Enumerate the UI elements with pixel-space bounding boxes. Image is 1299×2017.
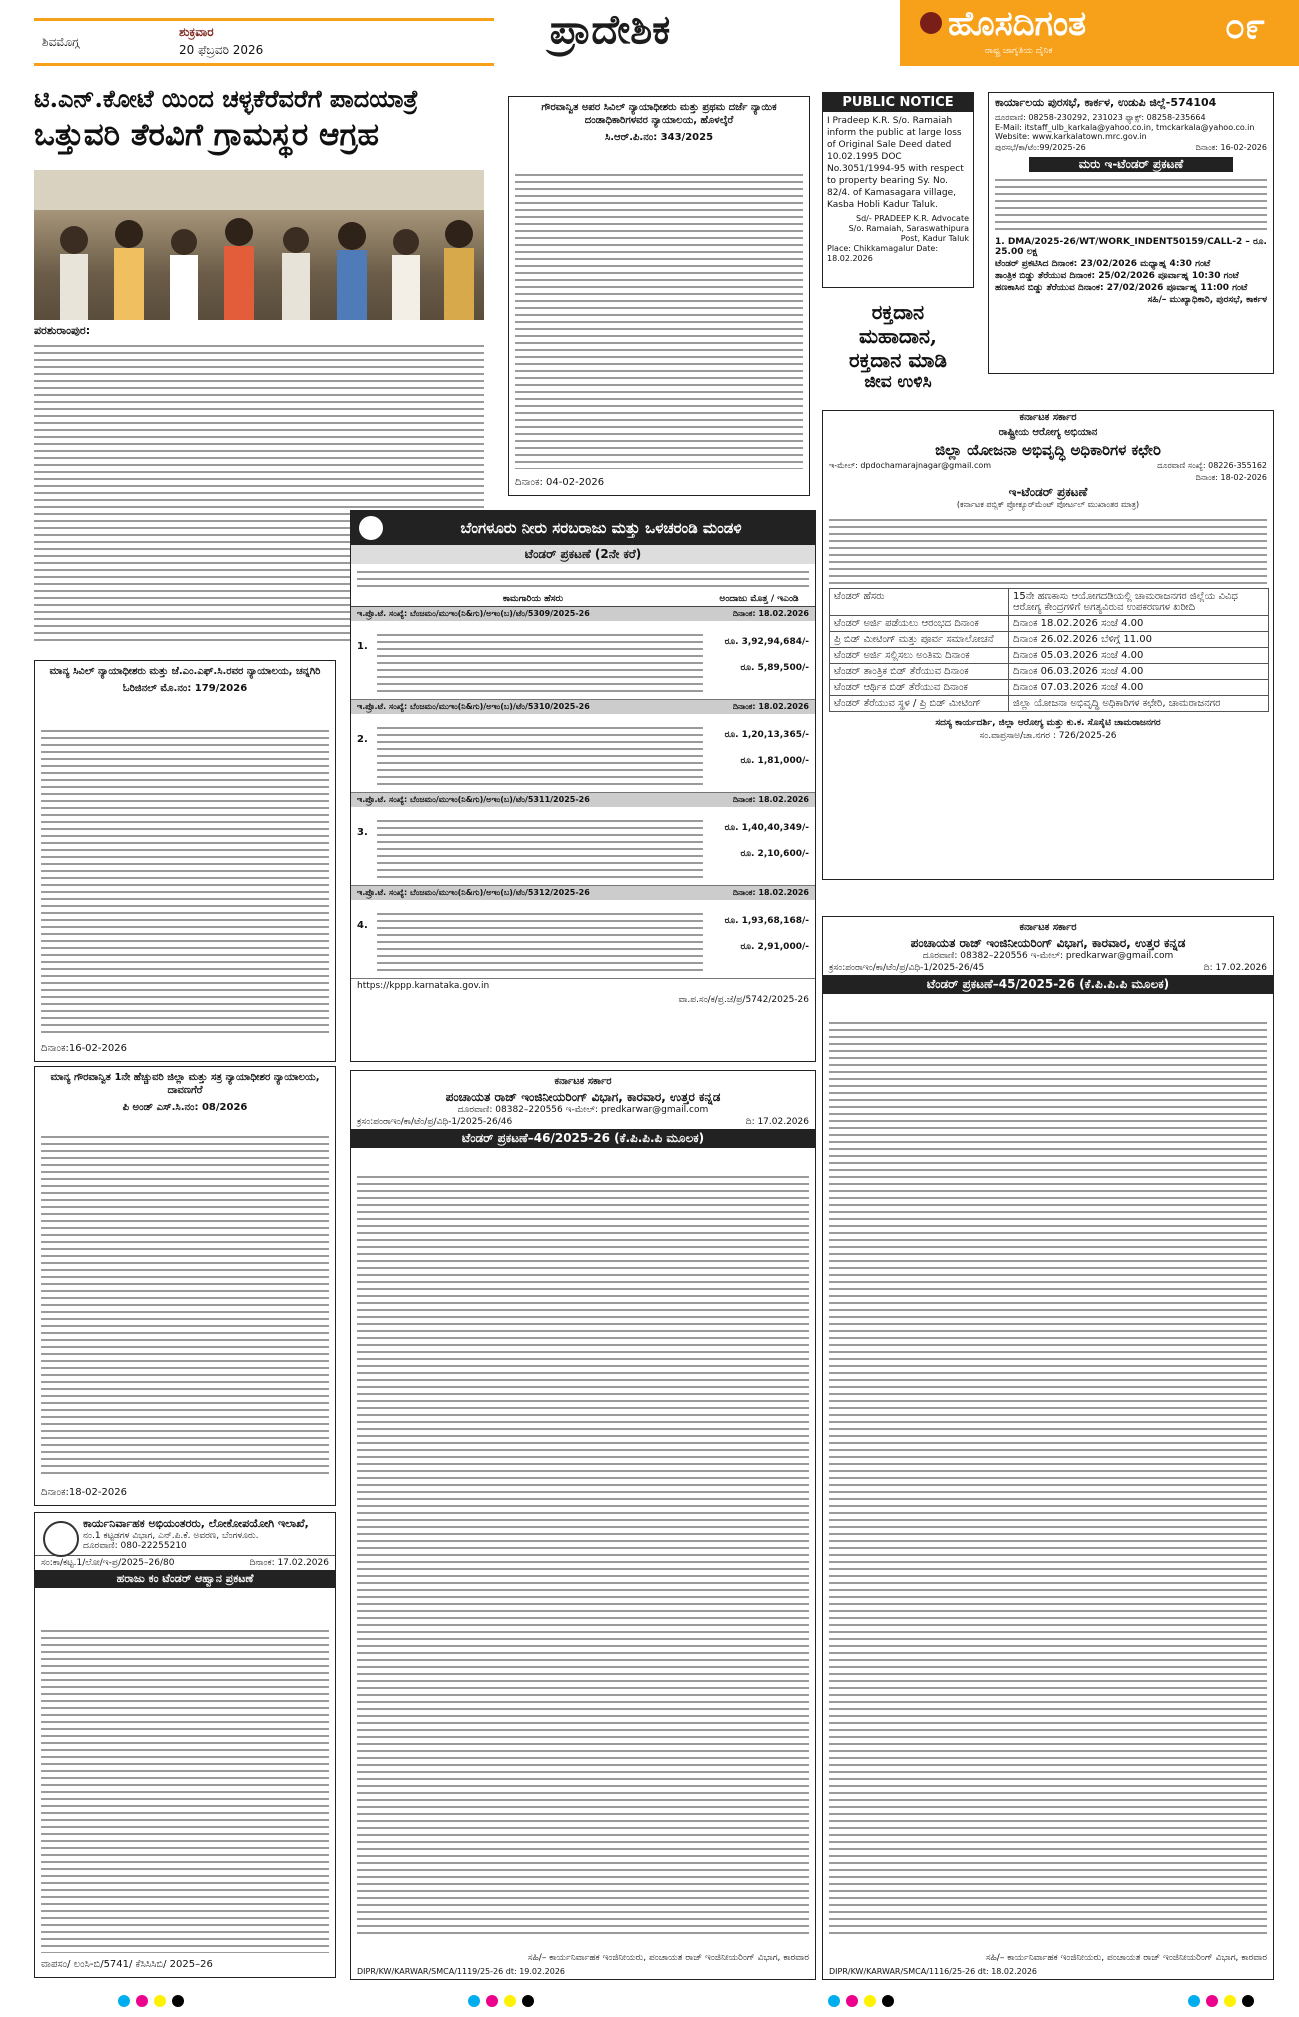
lead-headline bbox=[34, 84, 484, 166]
blood-ad-line-4: ಜೀವ ಉಳಿಸಿ bbox=[864, 372, 932, 392]
bwssb-row-date: ದಿನಾಂಕ: 18.02.2026 bbox=[732, 888, 809, 897]
bwssb-footer: ವಾ.ಪ.ಸಂ/ಕ/ಪ್ರ.ಜೆ/ಪ್ರ/5742/2025-26 bbox=[678, 995, 809, 1005]
bwssb-row-text bbox=[377, 722, 703, 786]
masthead-brand bbox=[900, 0, 1299, 66]
pwd-tender bbox=[34, 1512, 336, 1978]
notice-case-no: ಸಿ.ಆರ್.ಪಿ.ನಂ: 343/2025 bbox=[604, 132, 714, 143]
pwd-text-block bbox=[41, 1625, 329, 1953]
pr46-text-block bbox=[357, 1171, 809, 1937]
nhm-tender bbox=[822, 410, 1274, 880]
pr45-footer: DIPR/KW/KARWAR/SMCA/1116/25-26 dt: 18.02.2026 bbox=[829, 1967, 1038, 1976]
bwssb-row-emd: ರೂ. 2,10,600/- bbox=[740, 849, 809, 859]
nhm-row-value: ದಿನಾಂಕ 26.02.2026 ಬೆಳಿಗ್ಗೆ 11.00 bbox=[1009, 632, 1269, 648]
pwd-phone: ದೂರವಾಣಿ: 080-22255210 bbox=[83, 1541, 187, 1551]
nhm-row-value: ದಿನಾಂಕ 18.02.2026 ಸಂಜೆ 4.00 bbox=[1009, 616, 1269, 632]
nhm-row-key: ಟೆಂಡರ್ ಹೆಸರು bbox=[830, 589, 1009, 616]
karkala-website: Website: www.karkalatown.mrc.gov.in bbox=[995, 132, 1147, 141]
nhm-row-key: ಟೆಂಡರ್ ತೆರೆಯುವ ಸ್ಥಳ / ಪ್ರಿ ಬಿಡ್ ಮೀಟಿಂಗ್ bbox=[830, 696, 1009, 712]
karkala-date-1: ಟೆಂಡರ್ ಪ್ರಕಟಿಸಿದ ದಿನಾಂಕ: 23/02/2026 ಮಧ್ಯಾಹ್ನ 4:30 ಗಂಟೆ bbox=[995, 259, 1211, 269]
public-notice-address: S/o. Ramaiah, Saraswathipura Post, Kadur Taluk bbox=[848, 224, 969, 243]
lead-dateline: ಪರಶುರಾಂಪುರ: bbox=[34, 324, 91, 337]
pr45-govt: ಕರ್ನಾಟಕ ಸರ್ಕಾರ bbox=[1019, 922, 1077, 933]
bwssb-row bbox=[351, 700, 815, 793]
karkala-email: E-Mail: itstaff_ulb_karkala@yahoo.co.in, tmckarkala@yahoo.co.in bbox=[995, 123, 1255, 132]
bwssb-row-emd: ರೂ. 5,89,500/- bbox=[740, 663, 809, 673]
bwssb-row bbox=[351, 607, 815, 700]
paper-tagline: ರಾಷ್ಟ್ರ ಜಾಗೃತಿಯ ದೈನಿಕ bbox=[985, 46, 1053, 56]
nhm-email: ಇ-ಮೇಲ್: dpdochamarajnagar@gmail.com bbox=[829, 461, 992, 470]
masthead-left bbox=[34, 18, 494, 66]
bwssb-row-emd: ರೂ. 1,81,000/- bbox=[740, 756, 809, 766]
bwssb-logo-icon bbox=[359, 516, 383, 540]
bwssb-row-cost: ರೂ. 1,20,13,365/- bbox=[724, 730, 809, 740]
nhm-date: ದಿನಾಂಕ: 18-02-2026 bbox=[1195, 473, 1267, 482]
bwssb-row-no: 3. bbox=[357, 827, 368, 838]
page-number: ೦೯ bbox=[1224, 6, 1266, 47]
bwssb-row-ref: ಇ.ಪ್ರೊ.ಟೆ. ಸಂಖ್ಯೆ: ಬೆಂಜಮಂ/ಮುಇಂ(ನಿ&ಗು)/ಅಇಂ(ಬ)/ಟೆಂ/5311/2025-26 bbox=[357, 795, 590, 804]
karkala-ref: ಪುರಸಭೆ/ಕಾ/ಟೆಂ:99/2025-26 bbox=[995, 143, 1086, 152]
pr45-sign: ಸಹಿ/– ಕಾರ್ಯನಿರ್ವಾಹಕ ಇಂಜಿನೀಯರು, ಪಂಚಾಯತ ರಾಜ್ ಇಂಜಿನೀಯರಿಂಗ್ ವಿಭಾಗ, ಕಾರವಾರ bbox=[985, 1953, 1267, 1963]
bwssb-row bbox=[351, 793, 815, 886]
nhm-row-key: ಟೆಂಡರ್ ಆರ್ಥಿಕ ಬಿಡ್ ತೆರೆಯುವ ದಿನಾಂಕ bbox=[830, 680, 1009, 696]
nhm-table-row bbox=[830, 632, 1269, 648]
date-label: 20 ಫೆಬ್ರವರಿ 2026 bbox=[179, 43, 264, 57]
pr46-ref: ಕ್ರಸಂ:ಪಂರಾಇಂ/ಕಾ/ಟೆಂ/ಪ್ರ/ವಿಧಿ-1/2025-26/46 bbox=[357, 1117, 513, 1127]
day-label: ಶುಕ್ರವಾರ bbox=[179, 25, 214, 39]
karkala-text bbox=[995, 174, 1267, 234]
nhm-subheading: (ಕರ್ನಾಟಕ ಪಬ್ಲಿಕ್ ಪ್ರೋಕ್ಯೂರ್‌ಮೆಂಟ್ ಪೋರ್ಟಲ್ ಮುಖಾಂತರ ಮಾತ್ರ) bbox=[956, 500, 1140, 509]
public-notice-body: I Pradeep K.R. S/o. Ramaiah inform the public at large loss of Original Sale Deed dated 10.02.1995 DOC No.3051/1994-95 with respect to property bearing Sy. No. 82/4. of Kamasagara village, Kasba Hobli Kadur Taluk. bbox=[827, 116, 964, 210]
nhm-row-key: ಪ್ರಿ ಬಿಡ್ ಮೀಟಿಂಗ್ ಮತ್ತು ಪೂರ್ವ ಸಮಾಲೋಚನೆ bbox=[830, 632, 1009, 648]
nhm-row-value: 15ನೇ ಹಣಕಾಸು ಆಯೋಗದಡಿಯಲ್ಲಿ ಚಾಮರಾಜನಗರ ಜಿಲ್ಲೆಯ ವಿವಿಧ ಆರೋಗ್ಯ ಕೇಂದ್ರಗಳಿಗೆ ಅಗತ್ಯವಿರುವ ಉಪಕರಣಗಳ ಖರೀದಿ bbox=[1009, 589, 1269, 616]
karkala-date: ದಿನಾಂಕ: 16-02-2026 bbox=[1195, 143, 1267, 152]
notice2-text-block bbox=[41, 725, 329, 1035]
bwssb-row-date: ದಿನಾಂಕ: 18.02.2026 bbox=[732, 702, 809, 711]
pwd-office: ಕಾರ್ಯನಿರ್ವಾಹಕ ಅಭಿಯಂತರರು, ಲೋಕೋಪಯೋಗಿ ಇಲಾಖೆ, bbox=[83, 1517, 309, 1530]
blood-donation-ad bbox=[822, 300, 974, 425]
nhm-table-row bbox=[830, 696, 1269, 712]
registration-marks-2 bbox=[468, 1992, 558, 2010]
pr45-date: ದಿ: 17.02.2026 bbox=[1203, 963, 1267, 973]
pwd-heading: ಹರಾಜು ಕಂ ಟೆಂಡರ್ ಆಹ್ವಾನ ಪ್ರಕಟಣೆ bbox=[35, 1570, 335, 1588]
karkala-date-3: ಹಣಕಾಸಿನ ಬಿಡ್ಡು ತೆರೆಯುವ ದಿನಾಂಕ: 27/02/2026 ಪೂರ್ವಾಹ್ನ 11:00 ಗಂಟೆ bbox=[995, 283, 1248, 293]
bwssb-row-cost: ರೂ. 1,93,68,168/- bbox=[724, 916, 809, 926]
registration-marks-1 bbox=[118, 1992, 208, 2010]
public-notice-sign: Sd/- PRADEEP K.R. Advocate bbox=[856, 214, 969, 223]
nhm-table-row bbox=[830, 648, 1269, 664]
city-label: ಶಿವಮೊಗ್ಗ bbox=[42, 35, 80, 49]
karkala-indent: 1. DMA/2025-26/WT/WORK_INDENT50159/CALL-2 – ರೂ. 25.00 ಲಕ್ಷ bbox=[995, 237, 1267, 257]
nhm-text bbox=[829, 514, 1267, 584]
bwssb-row-text bbox=[377, 815, 703, 879]
bwssb-row-no: 1. bbox=[357, 641, 368, 652]
paper-logo-icon bbox=[920, 12, 942, 34]
pr46-office: ಪಂಚಾಯತ ರಾಜ್ ಇಂಜಿನೀಯರಿಂಗ್ ವಿಭಾಗ, ಕಾರವಾರ, ಉತ್ತರ ಕನ್ನಡ bbox=[445, 1090, 721, 1104]
pwd-ref: ಸಂ:ಕಾ/ಕಟ್ಟ.1/ಲೋ/ಇ-ಪ್ರ/2025–26/80 bbox=[41, 1558, 175, 1568]
pwd-footer: ವಾಪಸಂ/ ಲಂಸಿ-ಬಿ/5741/ ಕೆಸಿಸಿಸಿಬಿ/ 2025–26 bbox=[41, 1959, 213, 1970]
bwssb-col-cost: ಅಂದಾಜು ಮೊತ್ತ / ಇಎಂಡಿ bbox=[719, 594, 799, 604]
blood-ad-line-3: ರಕ್ತದಾನ ಮಾಡಿ bbox=[848, 348, 948, 372]
nhm-phone: ದೂರವಾಣಿ ಸಂಖ್ಯೆ: 08226-355162 bbox=[1157, 461, 1267, 470]
karkala-heading: ಮರು ಇ-ಟೆಂಡರ್ ಪ್ರಕಟಣೆ bbox=[1029, 157, 1233, 172]
bwssb-row-cost: ರೂ. 1,40,40,349/- bbox=[724, 823, 809, 833]
bwssb-row-ref: ಇ.ಪ್ರೊ.ಟೆ. ಸಂಖ್ಯೆ: ಬೆಂಜಮಂ/ಮುಇಂ(ನಿ&ಗು)/ಅಇಂ(ಬ)/ಟೆಂ/5312/2025-26 bbox=[357, 888, 590, 897]
bwssb-row-date: ದಿನಾಂಕ: 18.02.2026 bbox=[732, 795, 809, 804]
nhm-row-value: ದಿನಾಂಕ 05.03.2026 ಸಂಜೆ 4.00 bbox=[1009, 648, 1269, 664]
pr45-ref: ಕ್ರಸಂ:ಪಂರಾಇಂ/ಕಾ/ಟೆಂ/ಪ್ರ/ವಿಧಿ-1/2025-26/45 bbox=[829, 963, 985, 973]
registration-marks-3 bbox=[828, 1992, 918, 2010]
pr46-contact: ದೂರವಾಣಿ: 08382–220556 ಇ-ಮೇಲ್: predkarwar@gmail.com bbox=[457, 1105, 709, 1115]
karkala-date-2: ತಾಂತ್ರಿಕ ಬಿಡ್ಡು ತೆರೆಯುವ ದಿನಾಂಕ: 25/02/2026 ಪೂರ್ವಾಹ್ನ 10:30 ಗಂಟೆ bbox=[995, 271, 1239, 281]
bwssb-row-date: ದಿನಾಂಕ: 18.02.2026 bbox=[732, 609, 809, 618]
bwssb-row-ref: ಇ.ಪ್ರೊ.ಟೆ. ಸಂಖ್ಯೆ: ಬೆಂಜಮಂ/ಮುಇಂ(ನಿ&ಗು)/ಅಇಂ(ಬ)/ಟೆಂ/5309/2025-26 bbox=[357, 609, 590, 618]
bwssb-row-cost: ರೂ. 3,92,94,684/- bbox=[724, 637, 809, 647]
pwd-address: ನಂ.1 ಕಟ್ಟಡಗಳ ವಿಭಾಗ, ಎನ್.ಪಿ.ಕೆ. ಅವರಣ, ಬೆಂಗಳೂರು. bbox=[83, 1531, 259, 1541]
bwssb-row-ref: ಇ.ಪ್ರೊ.ಟೆ. ಸಂಖ್ಯೆ: ಬೆಂಜಮಂ/ಮುಇಂ(ನಿ&ಗು)/ಅಇಂ(ಬ)/ಟೆಂ/5310/2025-26 bbox=[357, 702, 590, 711]
karkala-sign: ಸಹಿ/– ಮುಖ್ಯಾಧಿಕಾರಿ, ಪುರಸಭೆ, ಕಾರ್ಕಳ bbox=[1147, 295, 1267, 305]
pr46-govt: ಕರ್ನಾಟಕ ಸರ್ಕಾರ bbox=[554, 1076, 612, 1087]
nhm-table-row bbox=[830, 589, 1269, 616]
notice-title: ಗೌರವಾನ್ವಿತ ಅಪರ ಸಿವಿಲ್ ನ್ಯಾಯಾಧೀಶರು ಮತ್ತು ಪ್ರಥಮ ದರ್ಜೆ ನ್ಯಾಯಿಕ ದಂಡಾಧಿಕಾರಿಗಳವರ ನ್ಯಾಯಾಲಯ, ಹೊಳಲ್ಕೆರೆ bbox=[541, 102, 777, 126]
paper-name: ಹೊಸದಿಗಂತ bbox=[948, 4, 1087, 44]
nhm-table-row bbox=[830, 680, 1269, 696]
notice3-text-block bbox=[41, 1131, 329, 1479]
pr46-sign: ಸಹಿ/– ಕಾರ್ಯನಿರ್ವಾಹಕ ಇಂಜಿನೀಯರು, ಪಂಚಾಯತ ರಾಜ್ ಇಂಜಿನೀಯರಿಂಗ್ ವಿಭಾಗ, ಕಾರವಾರ bbox=[527, 1953, 809, 1963]
nhm-row-value: ಜಿಲ್ಲಾ ಯೋಜನಾ ಅಭಿವೃದ್ಧಿ ಅಧಿಕಾರಿಗಳ ಕಛೇರಿ, ಚಾಮರಾಜನಗರ bbox=[1009, 696, 1269, 712]
bwssb-tender bbox=[350, 510, 816, 1062]
nhm-govt: ಕರ್ನಾಟಕ ಸರ್ಕಾರ bbox=[1019, 412, 1077, 423]
lead-photo bbox=[34, 170, 484, 320]
notice3-date: ದಿನಾಂಕ:18-02-2026 bbox=[41, 1487, 127, 1498]
notice3-title: ಮಾನ್ಯ ಗೌರವಾನ್ವಿತ 1ನೇ ಹೆಚ್ಚುವರಿ ಜಿಲ್ಲಾ ಮತ್ತು ಸತ್ರ ನ್ಯಾಯಾಧೀಶರ ನ್ಯಾಯಾಲಯ, ದಾವಣಗೆರೆ bbox=[50, 1072, 320, 1096]
pr46-date: ದಿ: 17.02.2026 bbox=[745, 1117, 809, 1127]
pr45-heading: ಟೆಂಡರ್ ಪ್ರಕಟಣೆ–45/2025-26 (ಕೆ.ಪಿ.ಪಿ.ಪಿ ಮೂಲಕ) bbox=[823, 975, 1273, 994]
crowd-photo-icon bbox=[34, 170, 484, 320]
pr46-heading: ಟೆಂಡರ್ ಪ್ರಕಟಣೆ–46/2025-26 (ಕೆ.ಪಿ.ಪಿ.ಪಿ ಮೂಲಕ) bbox=[351, 1129, 815, 1148]
court-notice-davanagere bbox=[34, 1066, 336, 1506]
section-title: ಪ್ರಾದೇಶಿಕ bbox=[549, 6, 671, 53]
bwssb-row-emd: ರೂ. 2,91,000/- bbox=[740, 942, 809, 952]
pr45-office: ಪಂಚಾಯತ ರಾಜ್ ಇಂಜಿನೀಯರಿಂಗ್ ವಿಭಾಗ, ಕಾರವಾರ, ಉತ್ತರ ಕನ್ನಡ bbox=[910, 936, 1186, 950]
nhm-row-value: ದಿನಾಂಕ 06.03.2026 ಸಂಜೆ 4.00 bbox=[1009, 664, 1269, 680]
bwssb-board bbox=[351, 511, 815, 545]
notice-text-block bbox=[515, 169, 803, 469]
blood-ad-line-1: ರಕ್ತದಾನ bbox=[871, 300, 925, 324]
karkala-tender bbox=[988, 92, 1274, 374]
nhm-table-row bbox=[830, 616, 1269, 632]
bwssb-row bbox=[351, 886, 815, 979]
nhm-row-value: ದಿನಾಂಕ 07.03.2026 ಸಂಜೆ 4.00 bbox=[1009, 680, 1269, 696]
nhm-row-key: ಟೆಂಡರ್ ಅರ್ಜಿ ಪಡೆಯಲು ಆರಂಭದ ದಿನಾಂಕ bbox=[830, 616, 1009, 632]
pr-tender-45 bbox=[822, 916, 1274, 1980]
notice3-case-no: ಪಿ ಅಂಡ್ ಎಸ್.ಸಿ.ನಂ: 08/2026 bbox=[122, 1102, 248, 1113]
nhm-heading: ಇ-ಟೆಂಡರ್ ಪ್ರಕಟಣೆ bbox=[1008, 485, 1088, 499]
bwssb-url[interactable]: https://kppp.karnataka.gov.in bbox=[357, 981, 490, 991]
karkala-phone: ದೂರವಾಣಿ: 08258-230292, 231023 ಫ್ಯಾಕ್ಸ್: 08258-235664 bbox=[995, 113, 1206, 122]
nhm-table bbox=[829, 588, 1269, 712]
notice2-case-no: ಓರಿಜಿನಲ್ ಮೊ.ನಂ: 179/2026 bbox=[122, 683, 248, 694]
registration-marks-4 bbox=[1188, 1992, 1278, 2010]
headline-line-2: ಒತ್ತುವರಿ ತೆರವಿಗೆ ಗ್ರಾಮಸ್ಥರ ಆಗ್ರಹ bbox=[34, 117, 380, 153]
nhm-sign: ಸದಸ್ಯ ಕಾರ್ಯದರ್ಶಿ, ಜಿಲ್ಲಾ ಆರೋಗ್ಯ ಮತ್ತು ಕು.ಕ. ಸೊಸೈಟಿ ಚಾಮರಾಜನಗರ bbox=[935, 718, 1161, 728]
bwssb-col-name: ಕಾಮಗಾರಿಯ ಹೆಸರು bbox=[502, 594, 564, 604]
pr45-text-block bbox=[829, 1017, 1267, 1937]
bwssb-row-text bbox=[377, 629, 703, 693]
headline-line-1: ಟಿ.ಎನ್.ಕೋಟೆ ಯಿಂದ ಚಳ್ಳಕೆರೆವರೆಗೆ ಪಾದಯಾತ್ರೆ bbox=[34, 84, 419, 113]
pwd-date: ದಿನಾಂಕ: 17.02.2026 bbox=[249, 1558, 329, 1568]
blood-ad-line-2: ಮಹಾದಾನ, bbox=[858, 324, 937, 348]
bwssb-heading: ಟೆಂಡರ್ ಪ್ರಕಟಣೆ (2ನೇ ಕರೆ) bbox=[351, 545, 815, 564]
notice2-title: ಮಾನ್ಯ ಸಿವಿಲ್ ನ್ಯಾಯಾಧೀಶರು ಮತ್ತು ಜೆ.ಎಂ.ಎಫ್.ಸಿ.ರವರ ನ್ಯಾಯಾಲಯ, ಚನ್ನಗಿರಿ bbox=[49, 666, 321, 677]
nhm-row-key: ಟೆಂಡರ್ ಅರ್ಜಿ ಸಲ್ಲಿಸಲು ಅಂತಿಮ ದಿನಾಂಕ bbox=[830, 648, 1009, 664]
public-notice-title: PUBLIC NOTICE bbox=[823, 93, 973, 112]
bwssb-row-text bbox=[377, 908, 703, 972]
bwssb-board-name: ಬೆಂಗಳೂರು ನೀರು ಸರಬರಾಜು ಮತ್ತು ಒಳಚರಂಡಿ ಮಂಡಳಿ bbox=[460, 519, 742, 537]
karnataka-emblem-icon bbox=[43, 1521, 79, 1557]
nhm-footer: ಸಂ.ವಾಪ್ರಸಾಅ/ಚಾ.ನಗರ : 726/2025-26 bbox=[979, 731, 1117, 741]
bwssb-row-no: 2. bbox=[357, 734, 368, 745]
pr45-contact: ದೂರವಾಣಿ: 08382–220556 ಇ-ಮೇಲ್: predkarwar@gmail.com bbox=[922, 951, 1174, 961]
court-notice-channagiri bbox=[34, 660, 336, 1062]
pr46-footer: DIPR/KW/KARWAR/SMCA/1119/25-26 dt: 19.02.2026 bbox=[357, 1967, 566, 1976]
karkala-office: ಕಾರ್ಯಾಲಯ ಪುರಸಭೆ, ಕಾರ್ಕಳ, ಉಡುಪಿ ಜಿಲ್ಲೆ-574104 bbox=[995, 96, 1217, 109]
bwssb-row-no: 4. bbox=[357, 920, 368, 931]
public-notice-place: Place: Chikkamagalur Date: 18.02.2026 bbox=[827, 244, 939, 263]
nhm-mission: ರಾಷ್ಟ್ರೀಯ ಆರೋಗ್ಯ ಅಭಿಯಾನ bbox=[998, 427, 1098, 438]
nhm-table-row bbox=[830, 664, 1269, 680]
nhm-row-key: ಟೆಂಡರ್ ತಾಂತ್ರಿಕ ಬಿಡ್ ತೆರೆಯುವ ದಿನಾಂಕ bbox=[830, 664, 1009, 680]
bwssb-intro bbox=[357, 566, 809, 590]
public-notice bbox=[822, 92, 974, 288]
court-notice-holalkere bbox=[508, 96, 810, 496]
pr-tender-46 bbox=[350, 1070, 816, 1980]
notice-date: ದಿನಾಂಕ: 04-02-2026 bbox=[515, 477, 605, 488]
notice2-date: ದಿನಾಂಕ:16-02-2026 bbox=[41, 1043, 127, 1054]
nhm-office: ಜಿಲ್ಲಾ ಯೋಜನಾ ಅಭಿವೃದ್ಧಿ ಅಧಿಕಾರಿಗಳ ಕಛೇರಿ bbox=[935, 441, 1161, 459]
